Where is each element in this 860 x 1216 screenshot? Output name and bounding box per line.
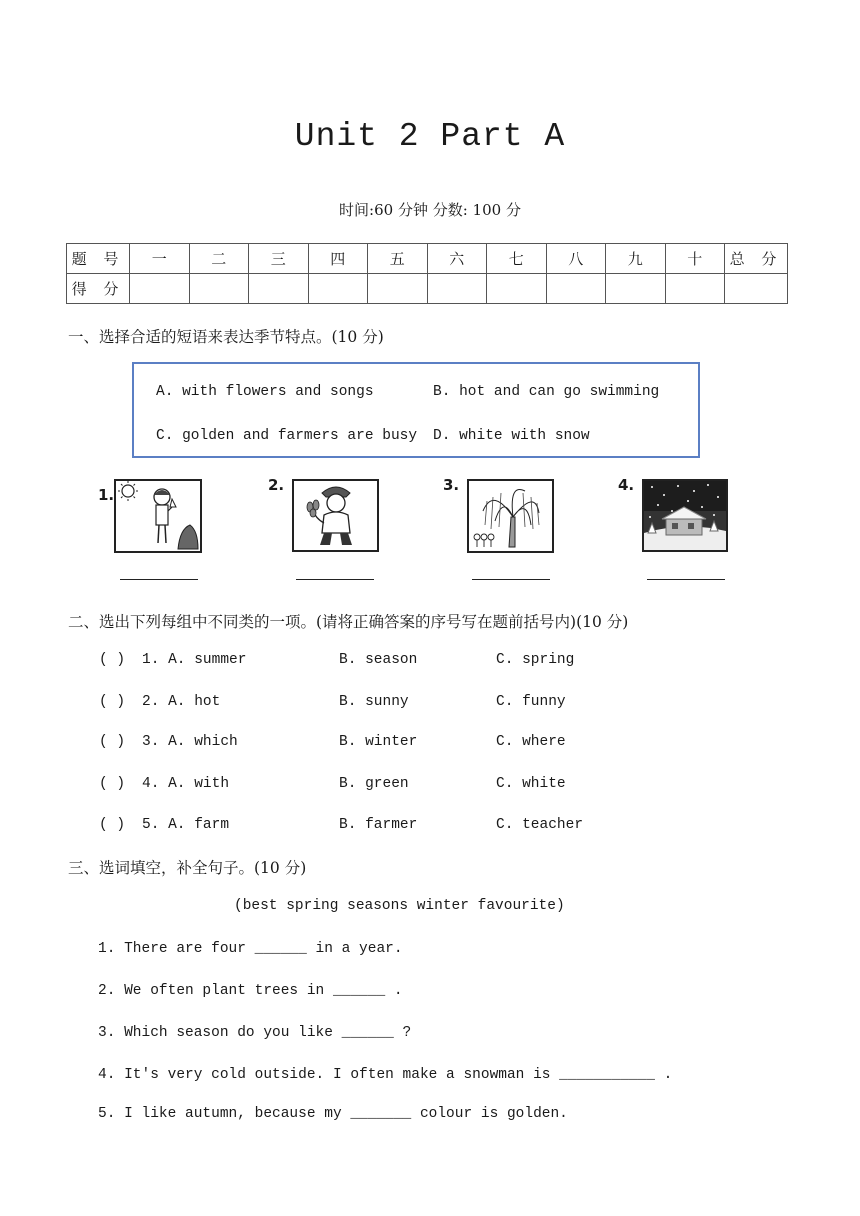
score-label: 得 分 — [67, 274, 130, 304]
total-score-cell[interactable] — [725, 274, 788, 304]
answer-paren[interactable]: ( ) — [99, 734, 126, 750]
score-cell[interactable] — [665, 274, 725, 304]
score-cell[interactable] — [546, 274, 606, 304]
option-a: A. with flowers and songs — [156, 384, 374, 400]
column-1: 一 — [130, 244, 190, 274]
choice-c: C. where — [496, 734, 566, 750]
fill-in-sentence[interactable]: 4. It's very cold outside. I often make a snowman is ___________ . — [98, 1067, 673, 1083]
choice-b: B. farmer — [339, 817, 418, 833]
column-5: 五 — [368, 244, 428, 274]
column-7: 七 — [487, 244, 547, 274]
answer-paren[interactable]: ( ) — [99, 817, 126, 833]
choice-a: 1. A. summer — [142, 652, 247, 668]
column-9: 九 — [606, 244, 666, 274]
column-2: 二 — [189, 244, 249, 274]
section-3-heading: 三、选词填空，补全句子。(10 分) — [68, 859, 307, 877]
score-cell[interactable] — [487, 274, 547, 304]
section-2-heading: 二、选出下列每组中不同类的一项。(请将正确答案的序号写在题前括号内)(10 分) — [68, 613, 629, 631]
column-3: 三 — [249, 244, 309, 274]
answer-line-2[interactable] — [296, 579, 374, 580]
girl-with-ice-cream-sun-icon — [114, 479, 202, 553]
score-table-score-row — [67, 274, 788, 304]
choice-b: B. winter — [339, 734, 418, 750]
option-c: C. golden and farmers are busy — [156, 428, 418, 444]
choice-a: 2. A. hot — [142, 694, 221, 710]
fill-in-sentence[interactable]: 2. We often plant trees in ______ . — [98, 983, 403, 999]
column-4: 四 — [308, 244, 368, 274]
answer-paren[interactable]: ( ) — [99, 776, 126, 792]
score-cell[interactable] — [606, 274, 666, 304]
score-table-header-row — [67, 244, 788, 274]
farmer-with-harvest-icon — [292, 479, 379, 552]
question-number-label: 题 号 — [67, 244, 130, 274]
score-cell[interactable] — [249, 274, 309, 304]
fill-in-sentence[interactable]: 5. I like autumn, because my _______ colour is golden. — [98, 1106, 568, 1122]
score-cell[interactable] — [189, 274, 249, 304]
option-d: D. white with snow — [433, 428, 590, 444]
score-cell[interactable] — [308, 274, 368, 304]
fill-in-sentence[interactable]: 3. Which season do you like ______ ? — [98, 1025, 412, 1041]
exam-info: 时间:60 分钟 分数: 100 分 — [339, 201, 521, 219]
fill-in-sentence[interactable]: 1. There are four ______ in a year. — [98, 941, 403, 957]
willow-tree-flowers-icon — [467, 479, 554, 553]
column-10: 十 — [665, 244, 725, 274]
picture-3-number: 3. — [443, 476, 460, 494]
choice-a: 5. A. farm — [142, 817, 230, 833]
score-cell[interactable] — [427, 274, 487, 304]
options-box — [132, 362, 700, 458]
score-table — [66, 243, 788, 304]
choice-c: C. white — [496, 776, 566, 792]
snowy-house-night-icon — [642, 479, 728, 552]
choice-b: B. season — [339, 652, 418, 668]
picture-1-number: 1. — [98, 486, 115, 504]
answer-line-4[interactable] — [647, 579, 725, 580]
section-1-heading: 一、选择合适的短语来表达季节特点。(10 分) — [68, 328, 384, 346]
answer-paren[interactable]: ( ) — [99, 652, 126, 668]
choice-c: C. funny — [496, 694, 566, 710]
column-6: 六 — [427, 244, 487, 274]
choice-b: B. sunny — [339, 694, 409, 710]
answer-line-3[interactable] — [472, 579, 550, 580]
option-b: B. hot and can go swimming — [433, 384, 660, 400]
choice-a: 4. A. with — [142, 776, 230, 792]
score-cell[interactable] — [130, 274, 190, 304]
score-cell[interactable] — [368, 274, 428, 304]
choice-c: C. spring — [496, 652, 575, 668]
page-title: Unit 2 Part A — [294, 118, 566, 155]
total-label: 总 分 — [725, 244, 788, 274]
picture-2-number: 2. — [268, 476, 285, 494]
word-bank: (best spring seasons winter favourite) — [234, 898, 565, 914]
answer-paren[interactable]: ( ) — [99, 694, 126, 710]
choice-c: C. teacher — [496, 817, 584, 833]
choice-a: 3. A. which — [142, 734, 238, 750]
answer-line-1[interactable] — [120, 579, 198, 580]
choice-b: B. green — [339, 776, 409, 792]
column-8: 八 — [546, 244, 606, 274]
picture-4-number: 4. — [618, 476, 635, 494]
